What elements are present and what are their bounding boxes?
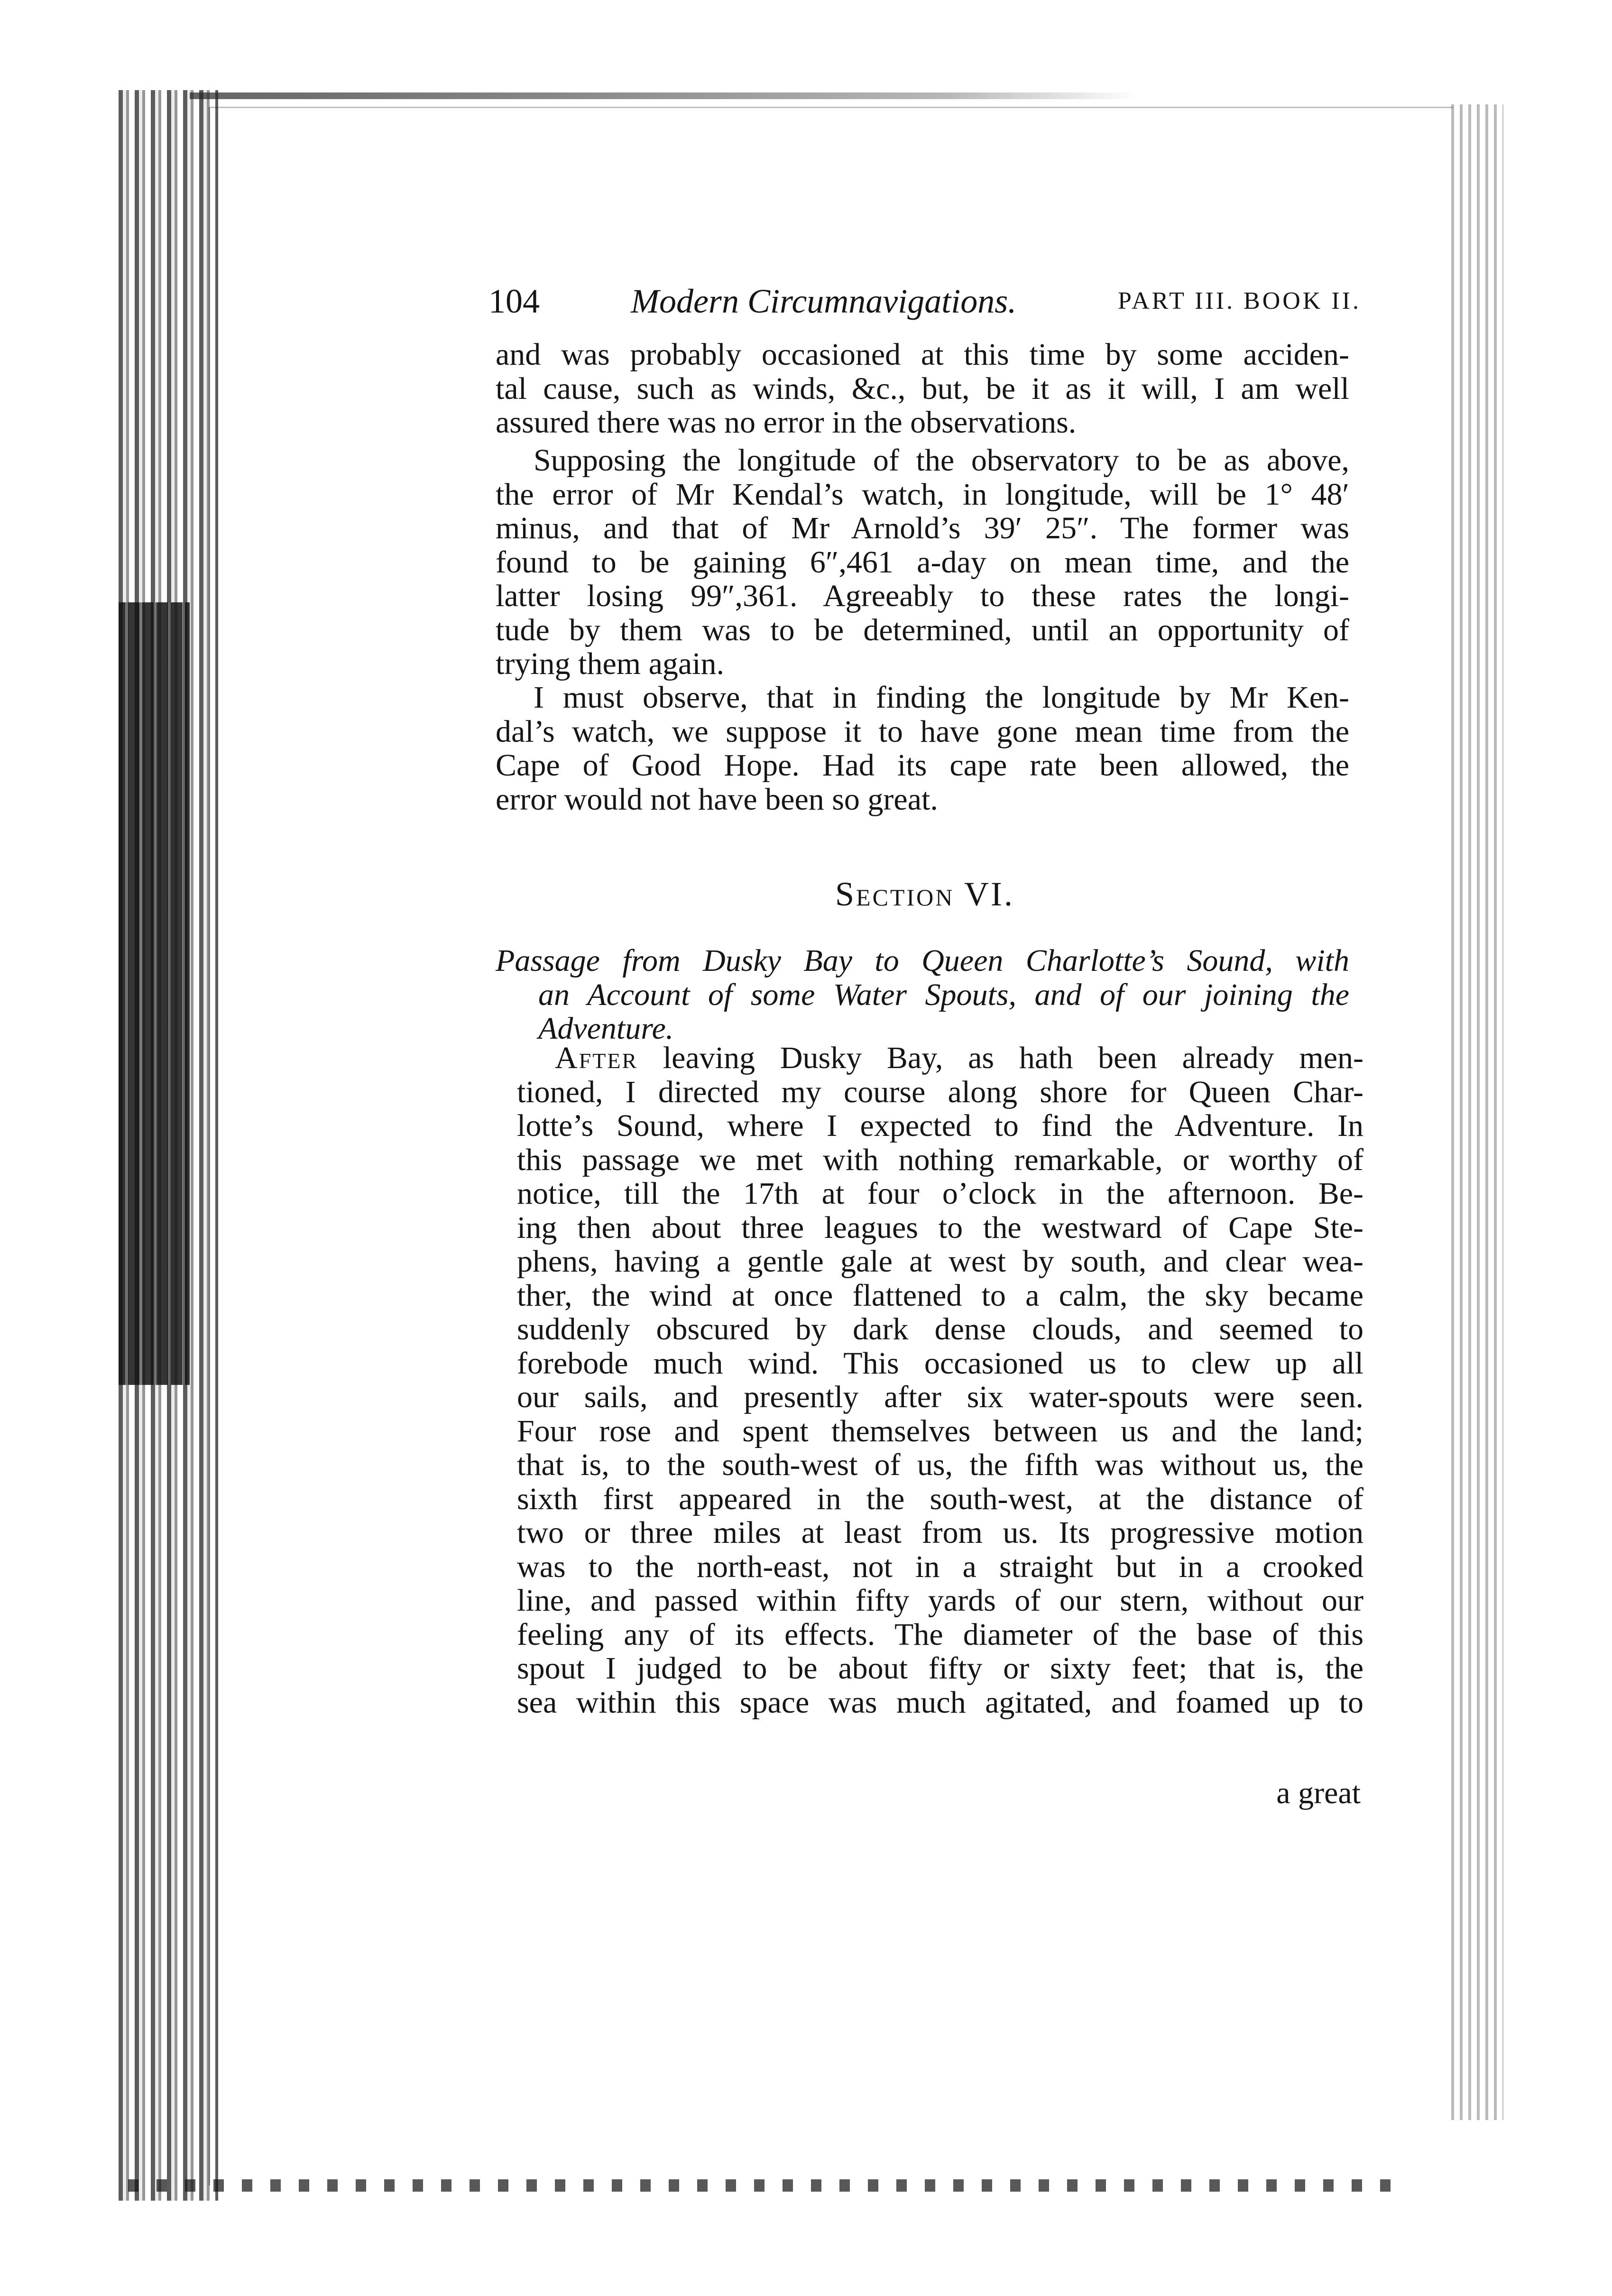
running-title: Modern Circumnavigations. <box>631 282 1017 320</box>
text-line: spout I judged to be about fifty or sixty feet; that is, the <box>517 1651 1363 1686</box>
text-line: minus, and that of Mr Arnold’s 39′ 25″. The former was <box>496 511 1349 545</box>
text-line: found to be gaining 6″,461 a-day on mean time, and the <box>496 544 1349 580</box>
text-line: trying them again. <box>496 646 725 681</box>
summary-line: Adventure. <box>538 1011 674 1046</box>
text-line: error would not have been so great. <box>496 782 938 817</box>
text-line: Four rose and spent themselves between us and the land; <box>517 1413 1363 1448</box>
paragraph-watch <box>496 681 1349 816</box>
text-line: Supposing the longitude of the observatory to be as above, <box>534 443 1349 478</box>
text-line: phens, having a gentle gale at west by south, and clear wea- <box>517 1244 1363 1279</box>
page-number: 104 <box>488 282 540 320</box>
text-line: line, and passed within fifty yards of our stern, without our <box>517 1583 1363 1618</box>
text-line: notice, till the 17th at four o’clock in the afternoon. Be- <box>517 1176 1363 1211</box>
text-line: ing then about three leagues to the westward of Cape Ste- <box>517 1210 1363 1245</box>
summary-line: Passage from Dusky Bay to Queen Charlotte’s Sound, with <box>496 943 1349 978</box>
text-line: our sails, and presently after six water-spouts were seen. <box>517 1380 1363 1414</box>
text-line: the error of Mr Kendal’s watch, in longitude, will be 1° 48′ <box>496 477 1349 512</box>
part-book-label: PART III. BOOK II. <box>1117 287 1361 314</box>
text-line: two or three miles at least from us. Its progressive motion <box>517 1515 1363 1550</box>
text-line: latter losing 99″,361. Agreeably to these rates the longi- <box>496 579 1349 613</box>
text-line: tude by them was to be determined, until an opportunity of <box>496 612 1349 647</box>
text-line: Cape of Good Hope. Had its cape rate been allowed, the <box>496 748 1349 783</box>
paragraph-longitude <box>496 443 1349 681</box>
text-line: sea within this space was much agitated, and foamed up to <box>517 1685 1363 1720</box>
text-line: and was probably occasioned at this time by some acciden- <box>496 337 1349 372</box>
text-line <box>517 1041 1363 1075</box>
text-line: assured there was no error in the observations. <box>496 405 1077 440</box>
text-line: feeling any of its effects. The diameter of the base of this <box>517 1617 1363 1652</box>
text-line: forebode much wind. This occasioned us to clew up all <box>517 1346 1363 1381</box>
section-heading: Section VI. <box>835 875 1014 913</box>
section-summary <box>496 944 1349 1046</box>
running-head <box>488 280 1361 323</box>
main-paragraph <box>517 1041 1363 1719</box>
opening-word: After <box>555 1041 638 1075</box>
catchword: a great <box>1276 1776 1361 1810</box>
text-line: dal’s watch, we suppose it to have gone mean time from the <box>496 714 1349 749</box>
text-line: this passage we met with nothing remarkable, or worthy of <box>517 1142 1363 1177</box>
scan-shadow-top <box>190 92 1138 99</box>
text-line: lotte’s Sound, where I expected to find the Adventure. In <box>517 1108 1363 1143</box>
text-line: I must observe, that in finding the longitude by Mr Ken- <box>534 680 1349 715</box>
summary-line: an Account of some Water Spouts, and of our joining the <box>538 977 1349 1012</box>
text-line: suddenly obscured by dark dense clouds, and seemed to <box>517 1312 1363 1346</box>
text-line: tal cause, such as winds, &c., but, be it as it will, I am well <box>496 371 1349 406</box>
scan-shadow-right <box>1451 104 1503 2120</box>
text-line: ther, the wind at once flattened to a calm, the sky became <box>517 1278 1363 1313</box>
first-line-text: leaving Dusky Bay, as hath been already men- <box>638 1041 1363 1075</box>
text-line: was to the north-east, not in a straight but in a crooked <box>517 1549 1363 1584</box>
text-line: that is, to the south-west of us, the fifth was without us, the <box>517 1448 1363 1482</box>
scan-shadow-left-dark <box>119 602 190 1385</box>
text-line: tioned, I directed my course along shore for Queen Char- <box>517 1074 1363 1109</box>
text-line: sixth first appeared in the south-west, at the distance of <box>517 1481 1363 1516</box>
continuation-paragraph <box>496 338 1349 440</box>
